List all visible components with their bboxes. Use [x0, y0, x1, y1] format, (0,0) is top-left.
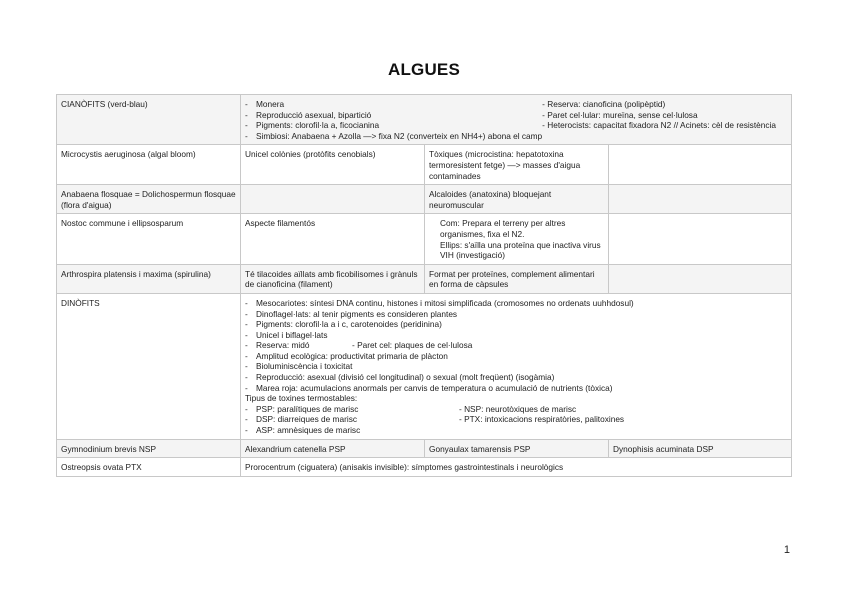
list-item: - PSP: paralítiques de marisc	[245, 404, 459, 415]
page-number: 1	[783, 544, 790, 556]
list-item: - Amplitud ecològica: productivitat primaria de plàcton	[245, 351, 787, 362]
empty-cell	[609, 185, 792, 214]
list-item: - Paret cel·lular: mureïna, sense cel·lulosa	[542, 109, 698, 120]
list-item: - Reserva: cianoficina (polipèptid)	[542, 99, 666, 109]
row-name-anabaena: Anabaena flosquae = Dolichospermun flosquae (flora d'aigua)	[57, 185, 241, 214]
row-name-gymnodinium: Gymnodinium brevis NSP	[57, 439, 241, 458]
table-row	[57, 458, 792, 477]
table-row	[57, 293, 792, 439]
list-item: - Mesocariotes: síntesi DNA continu, histones i mitosi simplificada (cromosomes no ordenats uuhhdosul)	[245, 298, 787, 309]
table-row	[57, 214, 792, 264]
row-name-nostoc: Nostoc commune i ellipsosparum	[57, 214, 241, 264]
arthrospira-structure: Té tilacoides aïllats amb ficobilisomes i grànuls de cianoficina (filament)	[241, 264, 425, 293]
list-item: - Dinoflagel·lats: al tenir pigments es consideren plantes	[245, 309, 787, 320]
empty-cell	[241, 185, 425, 214]
empty-cell	[609, 145, 792, 185]
nostoc-form: Aspecte filamentós	[241, 214, 425, 264]
cianofits-details	[241, 95, 792, 145]
list-item: - Pigments: clorofil·la a, ficocianina	[245, 120, 542, 131]
prorocentrum-cell: Prorocentrum (ciguatera) (anisakis invisible): símptomes gastrointestinals i neurològics	[241, 458, 792, 477]
alexandrium-cell: Alexandrium catenella PSP	[241, 439, 425, 458]
list-item: - Unicel i biflagel·lats	[245, 330, 787, 341]
list-item: - Ellips: s'aïlla una proteïna que inactiva virus VIH (investigació)	[429, 240, 604, 261]
anabaena-toxicity: Alcaloides (anatoxina) bloquejant neuromuscular	[425, 185, 609, 214]
algae-table	[56, 94, 792, 477]
empty-cell	[609, 214, 792, 264]
toxins-right	[459, 404, 787, 436]
row-name-ostreopsis: Ostreopsis ovata PTX	[57, 458, 241, 477]
dinofits-details	[241, 293, 792, 439]
row-name-dinofits: DINÒFITS	[57, 293, 241, 439]
row-name-microcystis: Microcystis aeruginosa (algal bloom)	[57, 145, 241, 185]
empty-cell	[609, 264, 792, 293]
toxins-left	[245, 404, 459, 436]
list-item: - Marea roja: acumulacions anormals per canvis de temperatura o acumulació de nutrients (tòxica)	[245, 383, 787, 394]
list-item: - Com: Prepara el terreny per altres organismes, fixa el N2.	[429, 218, 604, 239]
reserva-text: Reserva: midó	[256, 340, 310, 351]
paret-text: - Paret cel: plaques de cel·lulosa	[352, 340, 473, 351]
row-name-cianofits: CIANÒFITS (verd-blau)	[57, 95, 241, 145]
cianofits-left-list	[245, 99, 542, 141]
table-row	[57, 185, 792, 214]
dynophisis-cell: Dynophisis acuminata DSP	[609, 439, 792, 458]
page-title: ALGUES	[387, 60, 461, 79]
list-item: - PTX: intoxicacions respiratòries, palitoxines	[459, 414, 625, 425]
nostoc-uses	[425, 214, 609, 264]
gonyaulax-cell: Gonyaulax tamarensis PSP	[425, 439, 609, 458]
list-item: - Bioluminiscència i toxicitat	[245, 361, 787, 372]
microcystis-toxicity: Tòxiques (microcistina: hepatotoxina termoresistent fetge) —> masses d'aigua contaminades	[425, 145, 609, 185]
list-item: - Pigments: clorofil·la a i c, carotenoides (peridinina)	[245, 319, 787, 330]
table-row	[57, 439, 792, 458]
list-item: - ASP: amnèsiques de marisc	[245, 425, 459, 436]
arthrospira-use: Format per proteïnes, complement alimentari en forma de càpsules	[425, 264, 609, 293]
list-item: - Reproducció asexual, bipartició	[245, 110, 542, 121]
list-item: - Reproducció: asexual (divisió cel longitudinal) o sexual (molt freqüent) (isogàmia)	[245, 372, 787, 383]
list-item: - NSP: neurotòxiques de marisc	[459, 403, 577, 414]
list-item: - DSP: diarreiques de marisc	[245, 414, 459, 425]
toxins-list	[245, 404, 787, 436]
table-row	[57, 264, 792, 293]
row-name-arthrospira: Arthrospira platensis i maxima (spirulina)	[57, 264, 241, 293]
toxins-heading: Tipus de toxines termostables:	[245, 393, 358, 404]
table-row	[57, 145, 792, 185]
list-item: - Heterocists: capacitat fixadora N2 // Acinets: cèl de resistència	[542, 120, 776, 131]
microcystis-form: Unicel colònies (protòfits cenobials)	[241, 145, 425, 185]
table-row	[57, 95, 792, 145]
cianofits-right-list	[542, 99, 787, 141]
list-item: - Monera	[245, 99, 542, 110]
list-item: - Simbiosi: Anabaena + Azolla —> fixa N2 (converteix en NH4+) abona el camp	[245, 131, 542, 142]
list-item-reserva	[245, 340, 787, 351]
